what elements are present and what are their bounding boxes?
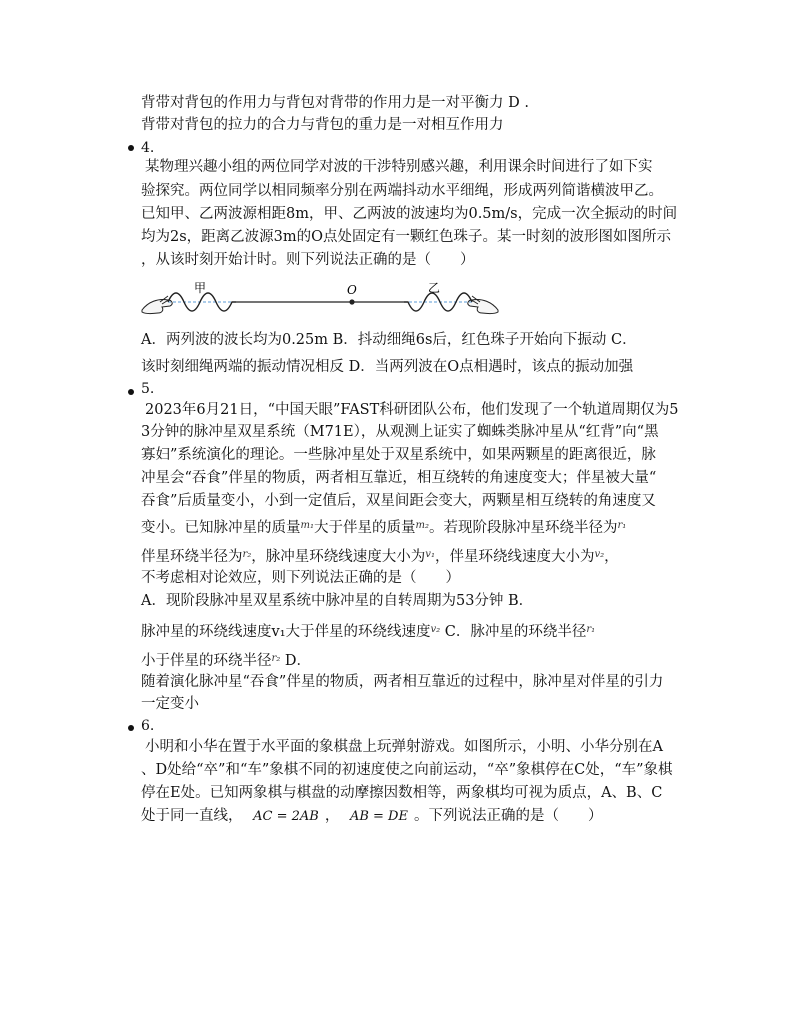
q4-text-5: ，从该时刻开始计时。则下列说法正确的是（ ） xyxy=(141,252,475,268)
right-hand-icon xyxy=(468,296,498,314)
q5-text-4: 冲星会“吞食”伴星的物质，两者相互靠近，相互绕转的角速度变大；伴星被大量“ xyxy=(141,470,657,486)
q4-text-1: 某物理兴趣小组的两位同学对波的干涉特别感兴趣，利用课余时间进行了如下实 xyxy=(145,159,653,175)
q5-text-7-d: ， xyxy=(604,549,619,565)
q5-text-6-c: 。若现阶段脉冲星环绕半径为 xyxy=(429,520,618,536)
q4-text-2: 验探究。两位同学以相同频率分别在两端抖动水平细绳，形成两列简谐横波甲乙。 xyxy=(141,183,663,199)
left-hand-icon xyxy=(142,296,172,314)
q4-text-3: 已知甲、乙两波源相距8m，甲、乙两波的波速均为0.5m/s，完成一次全振动的时间 xyxy=(141,206,678,222)
q6-text-4-b: ， xyxy=(324,808,340,824)
label-jia: 甲 xyxy=(194,281,207,295)
equation-ac-2ab: AC = 2AB xyxy=(253,809,319,824)
question-number-5: 5. xyxy=(141,381,155,397)
q4-text-4: 均为2s，距离乙波源3m的O点处固定有一颗红色珠子。某一时刻的波形图如图所示 xyxy=(141,229,672,245)
q5-option-a: A．现阶段脉冲星双星系统中脉冲星的自转周期为53分钟 B． xyxy=(141,593,534,609)
q5-text-6 xyxy=(141,516,626,538)
symbol-m2: m₂ xyxy=(415,520,429,531)
list-bullet xyxy=(128,389,134,395)
q5-text-6-b: 大于伴星的质量 xyxy=(314,520,416,536)
q4-options-1: A．两列波的波长均为0.25m B．抖动细绳6s后，红色珠子开始向下振动 C． xyxy=(141,332,637,348)
question-number-6: 6. xyxy=(141,718,155,734)
q5-text-7 xyxy=(141,545,619,567)
list-bullet xyxy=(128,725,134,731)
symbol-r1-b: r₁ xyxy=(586,624,596,635)
q5-text-1: 2023年6月21日，“中国天眼”FAST科研团队公布，他们发现了一个轨道周期仅为5 xyxy=(145,402,679,418)
q5-text-8: 不考虑相对论效应，则下列说法正确的是（ ） xyxy=(141,570,460,586)
q6-text-1: 小明和小华在置于水平面的象棋盘上玩弹射游戏。如图所示，小明、小华分别在A xyxy=(145,739,663,755)
q6-text-2: 、D处给“卒”和“车”象棋不同的初速度使之向前运动，“卒”象棋停在C处，“车”象棋 xyxy=(141,762,673,778)
q5-option-c xyxy=(141,649,311,671)
symbol-v2-b: v₂ xyxy=(430,624,441,635)
q5-text-5: 吞食”后质量变小，小到一定值后，双星间距会变大，两颗星相互绕转的角速度又 xyxy=(141,493,656,509)
q5-text-7-c: ，伴星环绕线速度大小为 xyxy=(434,549,595,565)
q6-text-4-a: 处于同一直线， xyxy=(141,808,243,824)
prev-option-d: 背带对背包的拉力的合力与背包的重力是一对相互作用力 xyxy=(141,117,504,133)
q5-text-2: 3分钟的脉冲星双星系统（M71E），从观测上证实了蜘蛛类脉冲星从“红背”向“黑 xyxy=(141,424,659,440)
symbol-v2: v₂ xyxy=(594,549,605,560)
equation-ab-de: AB = DE xyxy=(349,809,408,824)
symbol-m1: m₁ xyxy=(300,520,314,531)
prev-option-c-d: 背带对背包的作用力与背包对背带的作用力是一对平衡力 D . xyxy=(141,95,529,111)
symbol-v1: v₁ xyxy=(425,549,435,560)
symbol-r1: r₁ xyxy=(617,520,627,531)
q5-option-b-a: 脉冲星的环绕线速度v₁大于伴星的环绕线速度 xyxy=(141,624,431,640)
wave-figure xyxy=(140,280,500,328)
symbol-r2-c: r₂ xyxy=(271,653,281,664)
q5-option-b xyxy=(141,620,595,642)
q5-text-3: 寡妇”系统演化的理论。一些脉冲星处于双星系统中，如果两颗星的距离很近，脉 xyxy=(141,447,656,463)
label-o: O xyxy=(347,283,357,297)
q5-text-6-a: 变小。已知脉冲星的质量 xyxy=(141,520,301,536)
list-bullet xyxy=(128,145,134,151)
q5-option-d-1: 随着演化脉冲星“吞食”伴星的物质，两者相互靠近的过程中，脉冲星对伴星的引力 xyxy=(141,674,664,690)
bead-o xyxy=(349,299,354,304)
symbol-r2: r₂ xyxy=(242,549,252,560)
q5-option-c-b: D． xyxy=(280,653,312,669)
q6-text-4 xyxy=(141,806,602,827)
q4-options-2: 该时刻细绳两端的振动情况相反 D．当两列波在O点相遇时，该点的振动加强 xyxy=(141,359,634,375)
q5-text-7-b: ，脉冲星环绕线速度大小为 xyxy=(251,549,426,565)
q5-text-7-a: 伴星环绕半径为 xyxy=(141,549,243,565)
label-yi: 乙 xyxy=(428,281,441,295)
question-number-4: 4. xyxy=(141,140,155,156)
q6-text-3: 停在E处。已知两象棋与棋盘的动摩擦因数相等，两象棋均可视为质点，A、B、C xyxy=(141,785,663,801)
q5-option-b-b: C．脉冲星的环绕半径 xyxy=(440,624,587,640)
q5-option-d-2: 一定变小 xyxy=(141,696,199,712)
q6-text-4-c: 。下列说法正确的是（ ） xyxy=(413,808,603,824)
q5-option-c-a: 小于伴星的环绕半径 xyxy=(141,653,272,669)
